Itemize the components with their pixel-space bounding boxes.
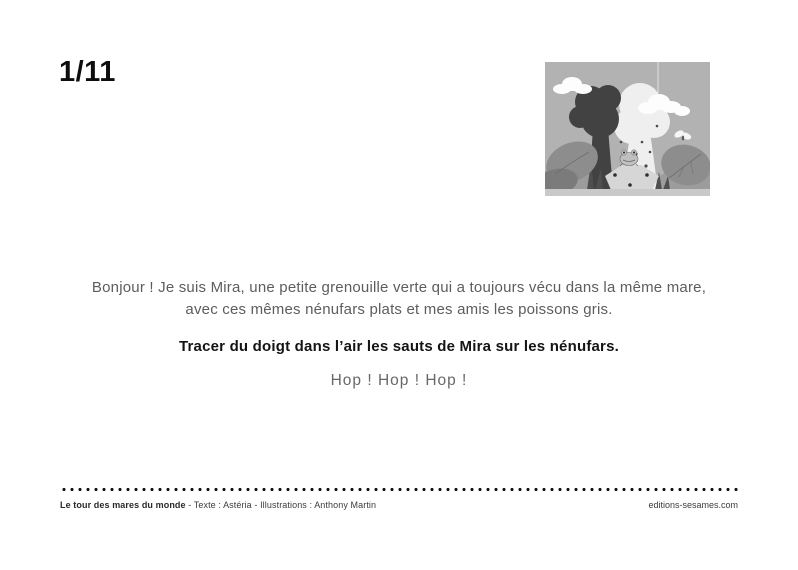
footer-credits bbox=[60, 500, 376, 510]
ground-shape bbox=[545, 189, 710, 196]
story-illustration-svg bbox=[545, 62, 710, 196]
intro-line-1: Bonjour ! Je suis Mira, une petite grenouille verte qui a toujours vécu dans la même mare, bbox=[91, 279, 707, 296]
credits-authors: - Texte : Astéria - Illustrations : Anthony Martin bbox=[185, 500, 377, 510]
story-illustration bbox=[545, 62, 710, 196]
frog-shape bbox=[620, 150, 638, 166]
page-number: 1/11 bbox=[59, 56, 116, 88]
credits-book-title: Le tour des mares du monde bbox=[60, 500, 186, 510]
refrain-text: Hop ! Hop ! Hop ! bbox=[330, 372, 468, 389]
instruction-text: Tracer du doigt dans l’air les sauts de Mira sur les nénufars. bbox=[178, 338, 620, 355]
intro-line-2: avec ces mêmes nénufars plats et mes amis les poissons gris. bbox=[185, 301, 613, 318]
text-column bbox=[0, 277, 798, 390]
intro-paragraph bbox=[0, 277, 798, 321]
dotted-separator bbox=[60, 487, 738, 492]
footer-website: editions-sesames.com bbox=[648, 500, 738, 510]
